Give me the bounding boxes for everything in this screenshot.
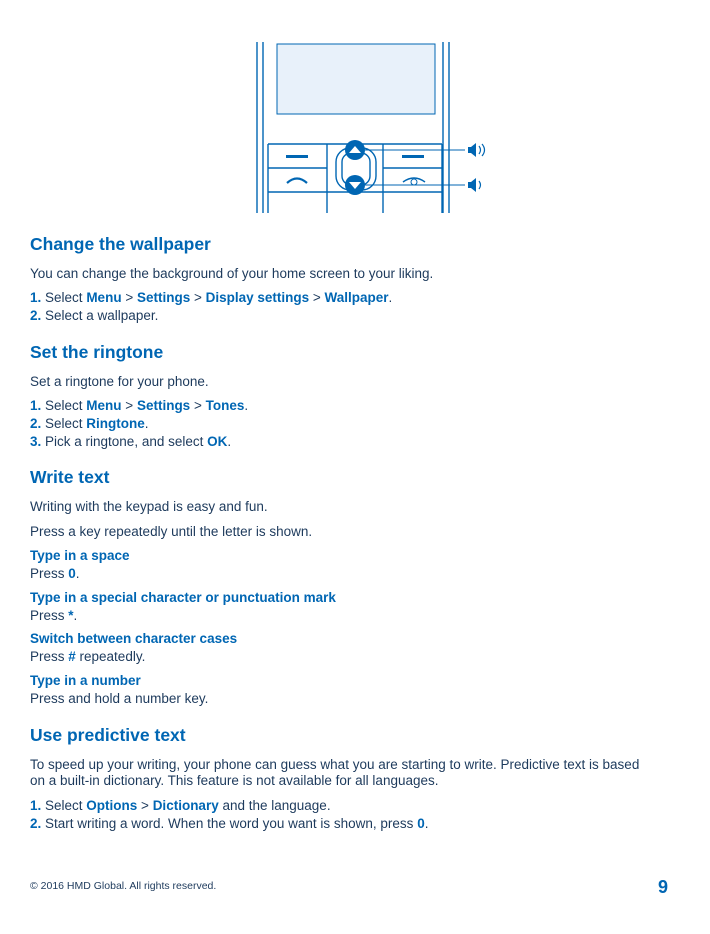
- subheading-type-space: Type in a space: [30, 548, 130, 563]
- key-hash: #: [68, 649, 76, 664]
- step-number: 1.: [30, 290, 42, 305]
- phone-illustration: [230, 40, 500, 220]
- step-number: 2.: [30, 416, 42, 431]
- separator: >: [190, 398, 206, 413]
- step-text: Select: [41, 416, 87, 431]
- predictive-intro-line-1: To speed up your writing, your phone can guess what you are starting to write. Predictive text is based: [30, 757, 640, 772]
- instruction-end: repeatedly.: [75, 649, 146, 664]
- ok-term: OK: [207, 434, 228, 449]
- separator: >: [309, 290, 325, 305]
- instruction-text: Press: [30, 649, 69, 664]
- special-character-text: [30, 607, 680, 624]
- step-text: Select: [41, 798, 87, 813]
- options-term: Options: [86, 798, 138, 813]
- step-text: Select: [45, 290, 87, 305]
- wallpaper-step-1: [30, 289, 680, 306]
- step-end: .: [244, 398, 249, 413]
- step-text: Start writing a word. When the word you want is shown, press: [41, 816, 418, 831]
- separator: >: [190, 290, 206, 305]
- key-zero: 0: [68, 566, 76, 581]
- ringtone-intro: Set a ringtone for your phone.: [30, 374, 209, 389]
- heading-change-wallpaper: Change the wallpaper: [30, 234, 211, 254]
- step-number: 2.: [30, 308, 42, 323]
- step-number: 1.: [30, 398, 42, 413]
- ringtone-step-3: [30, 433, 680, 450]
- step-number: 2.: [30, 816, 42, 831]
- heading-set-ringtone: Set the ringtone: [30, 342, 164, 362]
- predictive-intro-line-2: on a built-in dictionary. This feature is not available for all languages.: [30, 773, 439, 788]
- subheading-character-cases: Switch between character cases: [30, 631, 238, 646]
- key-star: *: [68, 608, 74, 623]
- dictionary-term: Dictionary: [152, 798, 219, 813]
- step-number: 3.: [30, 434, 42, 449]
- step-number: 1.: [30, 798, 42, 813]
- predictive-step-1: [30, 797, 680, 814]
- step-text: Pick a ringtone, and select: [41, 434, 208, 449]
- settings-term: Settings: [136, 290, 191, 305]
- type-space-text: [30, 565, 680, 582]
- step-end: and the language.: [218, 798, 331, 813]
- character-cases-text: [30, 648, 680, 665]
- key-zero: 0: [417, 816, 425, 831]
- subheading-type-number: Type in a number: [30, 673, 141, 688]
- volume-up-icon: [468, 143, 485, 157]
- type-number-text: Press and hold a number key.: [30, 691, 209, 706]
- write-intro-1: Writing with the keypad is easy and fun.: [30, 499, 268, 514]
- subheading-special-character: Type in a special character or punctuation mark: [30, 590, 336, 605]
- instruction-text: Press: [30, 566, 69, 581]
- separator: >: [121, 290, 137, 305]
- tones-term: Tones: [205, 398, 245, 413]
- heading-write-text: Write text: [30, 467, 110, 487]
- step-text: Select a wallpaper.: [41, 308, 159, 323]
- display-settings-term: Display settings: [205, 290, 310, 305]
- step-end: .: [227, 434, 232, 449]
- step-end: .: [388, 290, 393, 305]
- wallpaper-intro: You can change the background of your home screen to your liking.: [30, 266, 434, 281]
- instruction-text: Press: [30, 608, 69, 623]
- separator: >: [137, 798, 153, 813]
- instruction-end: .: [75, 566, 80, 581]
- copyright-footer: © 2016 HMD Global. All rights reserved.: [30, 880, 217, 892]
- step-end: .: [144, 416, 149, 431]
- page-number: 9: [657, 877, 668, 897]
- step-text: Select: [41, 398, 87, 413]
- heading-predictive-text: Use predictive text: [30, 725, 186, 745]
- wallpaper-term: Wallpaper: [324, 290, 389, 305]
- ringtone-step-1: [30, 397, 680, 414]
- ringtone-step-2: [30, 415, 680, 432]
- wallpaper-step-2: [30, 307, 680, 324]
- menu-term: Menu: [86, 398, 122, 413]
- scroll-down-arrow-icon: [345, 175, 365, 195]
- step-end: .: [424, 816, 429, 831]
- write-intro-2: Press a key repeatedly until the letter is shown.: [30, 524, 313, 539]
- settings-term: Settings: [136, 398, 191, 413]
- phone-keypad-drawing: [230, 40, 500, 220]
- predictive-step-2: [30, 815, 680, 832]
- scroll-up-arrow-icon: [345, 140, 365, 160]
- ringtone-term: Ringtone: [86, 416, 145, 431]
- volume-down-icon: [468, 178, 481, 192]
- menu-term: Menu: [86, 290, 122, 305]
- separator: >: [121, 398, 137, 413]
- instruction-end: .: [73, 608, 78, 623]
